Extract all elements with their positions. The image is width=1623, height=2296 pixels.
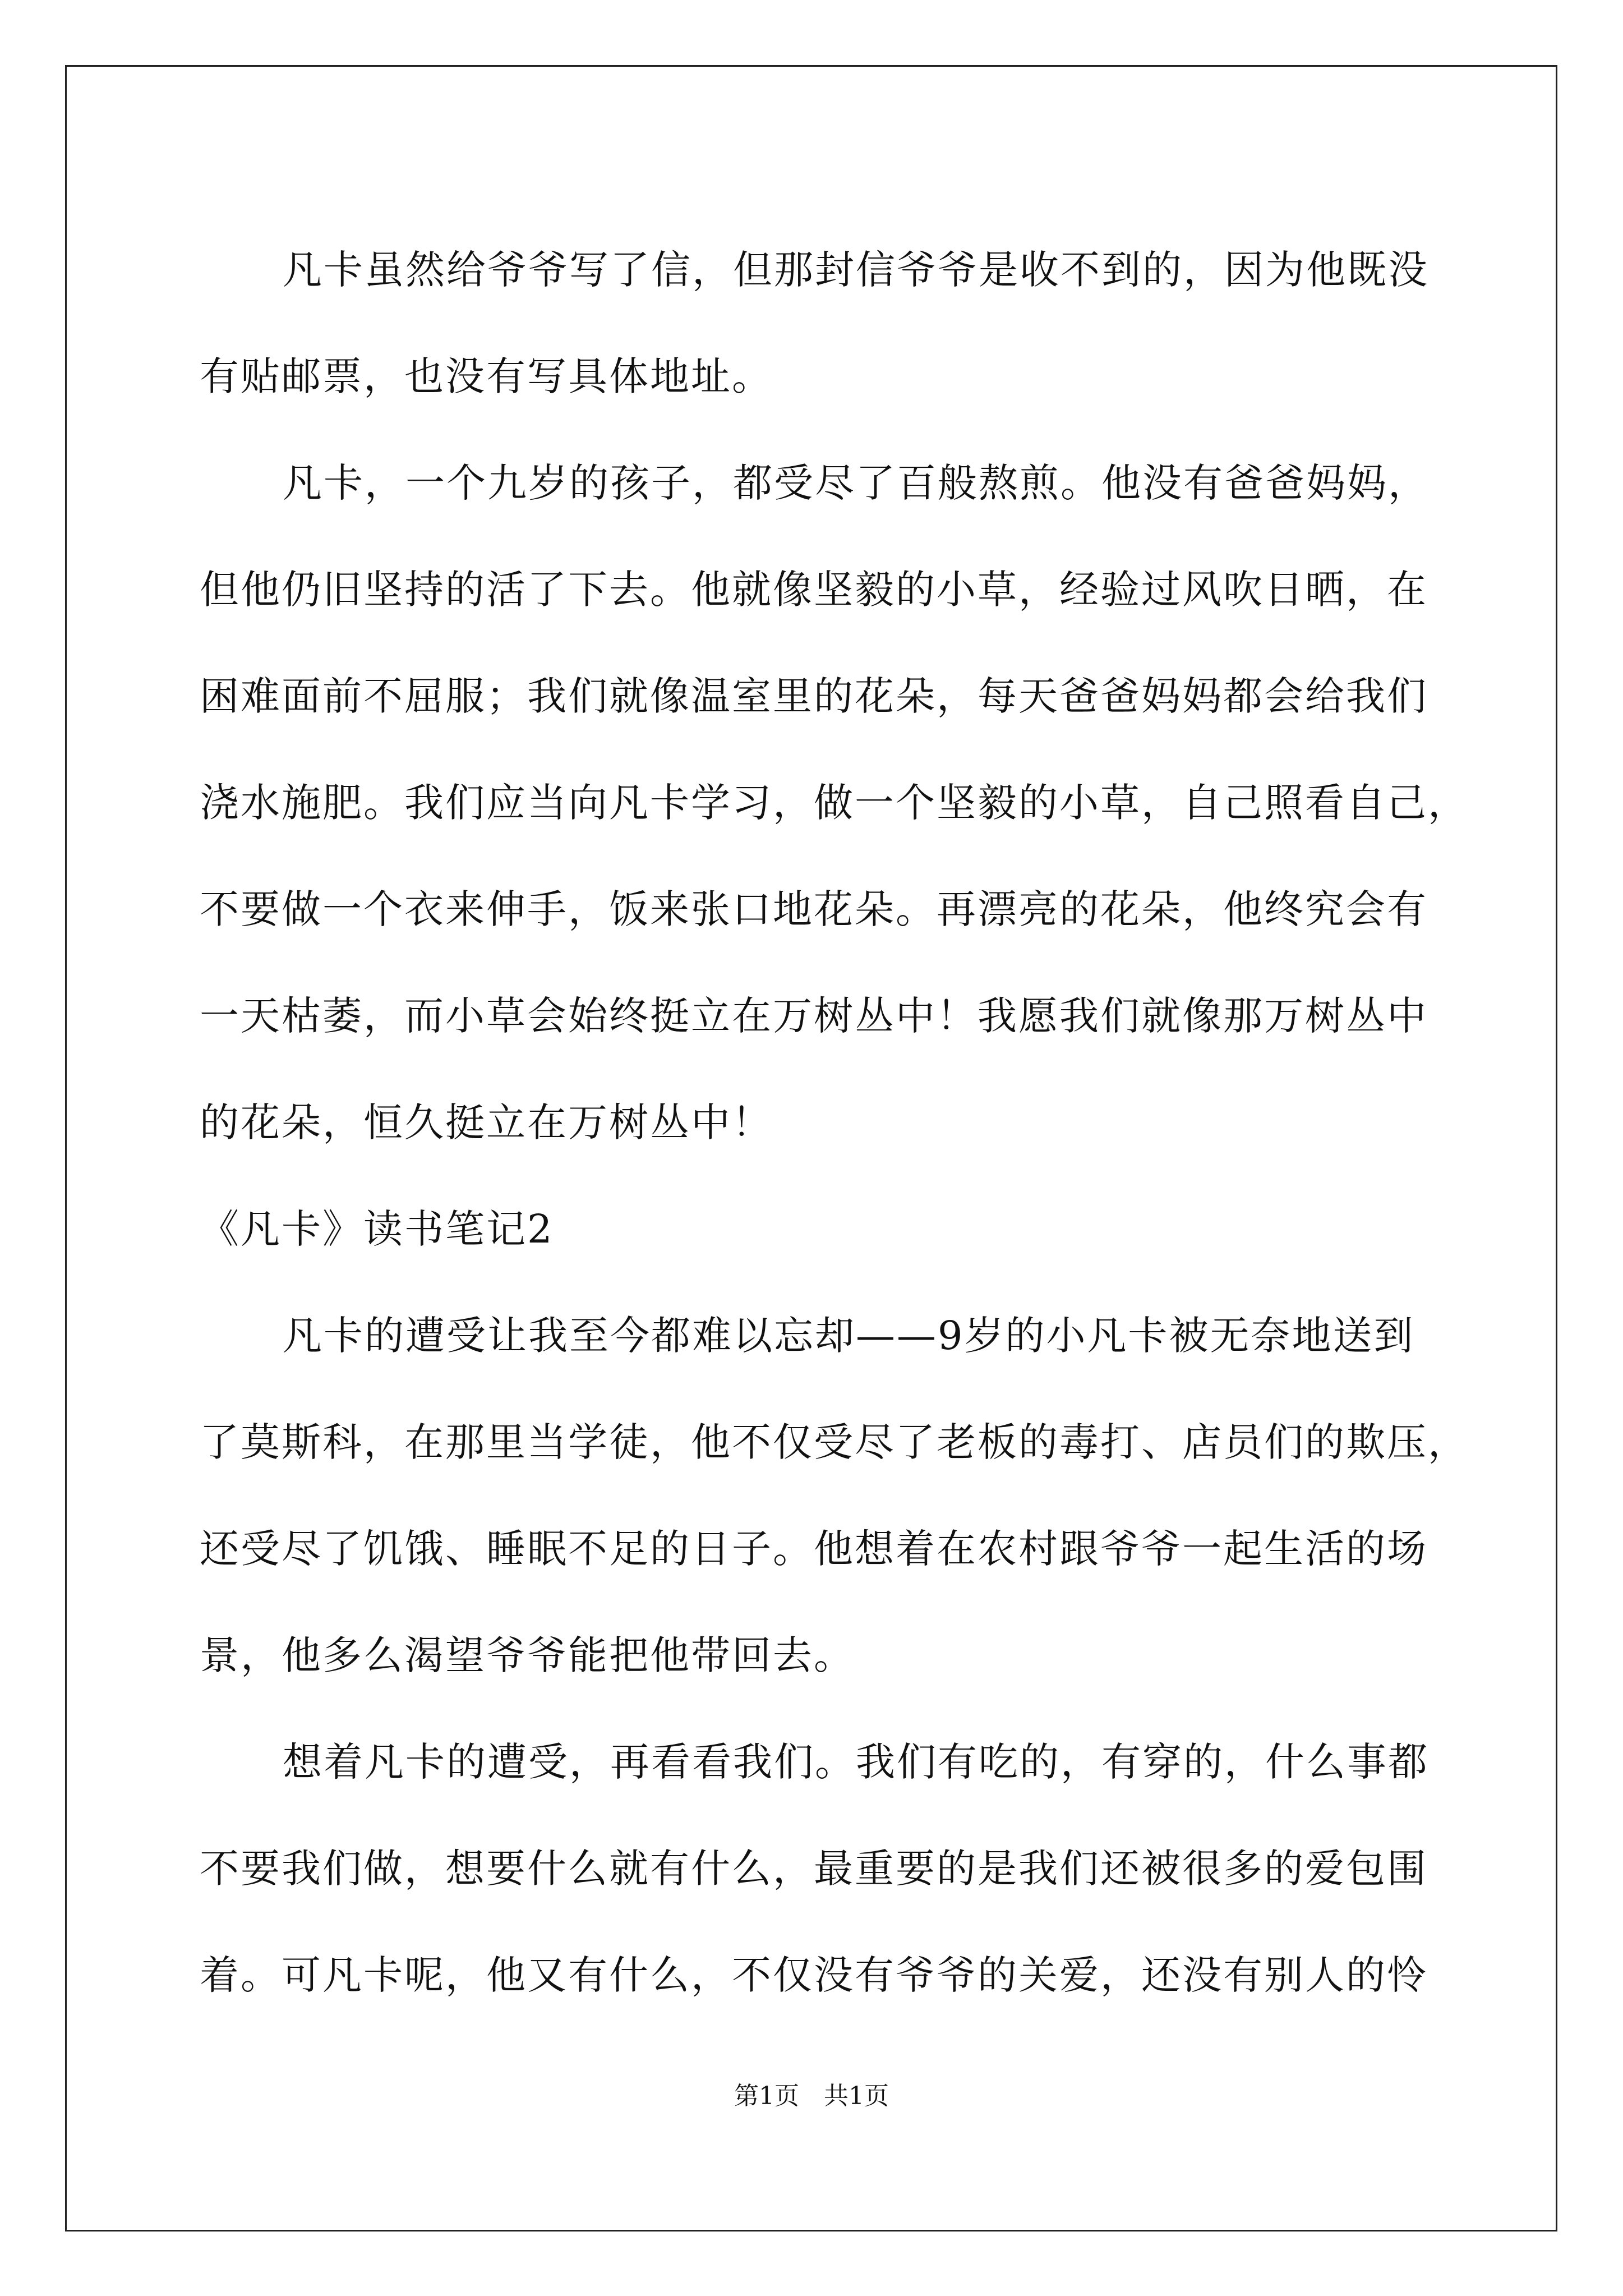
text-line: 不要我们做，想要什么就有什么，最重要的是我们还被很多的爱包围 bbox=[200, 1846, 1428, 1892]
text-line: 困难面前不屈服；我们就像温室里的花朵，每天爸爸妈妈都会给我们 bbox=[200, 673, 1428, 719]
text-line: 凡卡的遭受让我至今都难以忘却——9岁的小凡卡被无奈地送到 bbox=[283, 1313, 1415, 1359]
text-line: 但他仍旧坚持的活了下去。他就像坚毅的小草，经验过风吹日晒，在 bbox=[200, 567, 1428, 613]
paragraph bbox=[200, 1709, 1428, 2028]
text-line: 凡卡，一个九岁的孩子，都受尽了百般熬煎。他没有爸爸妈妈， bbox=[283, 460, 1429, 506]
text-line: 浇水施肥。我们应当向凡卡学习，做一个坚毅的小草，自己照看自己， bbox=[200, 780, 1469, 826]
text-line: 的花朵，恒久挺立在万树丛中！ bbox=[200, 1099, 773, 1145]
paragraph bbox=[200, 217, 1428, 430]
section-heading bbox=[200, 1176, 1428, 1282]
paragraph bbox=[200, 1282, 1469, 1709]
text-line: 了莫斯科，在那里当学徒，他不仅受尽了老板的毒打、店员们的欺压， bbox=[200, 1419, 1469, 1465]
text-line: 不要做一个衣来伸手，饭来张口地花朵。再漂亮的花朵，他终究会有 bbox=[200, 886, 1428, 932]
text-line: 想着凡卡的遭受，再看看我们。我们有吃的，有穿的，什么事都 bbox=[283, 1739, 1429, 1785]
text-line: 景，他多么渴望爷爷能把他带回去。 bbox=[200, 1632, 855, 1678]
text-line: 有贴邮票，也没有写具体地址。 bbox=[200, 353, 773, 399]
text-line: 还受尽了饥饿、睡眠不足的日子。他想着在农村跟爷爷一起生活的场 bbox=[200, 1526, 1428, 1572]
document-body bbox=[200, 217, 1469, 2028]
heading-text: 《凡卡》读书笔记2 bbox=[200, 1206, 554, 1252]
paragraph bbox=[200, 430, 1469, 1176]
text-line: 着。可凡卡呢，他又有什么，不仅没有爷爷的关爱，还没有别人的怜 bbox=[200, 1952, 1428, 1998]
page-footer: 第1页 共1页 bbox=[734, 2082, 889, 2110]
text-line: 凡卡虽然给爷爷写了信，但那封信爷爷是收不到的，因为他既没 bbox=[283, 247, 1429, 293]
text-line: 一天枯萎，而小草会始终挺立在万树丛中！我愿我们就像那万树丛中 bbox=[200, 993, 1428, 1039]
